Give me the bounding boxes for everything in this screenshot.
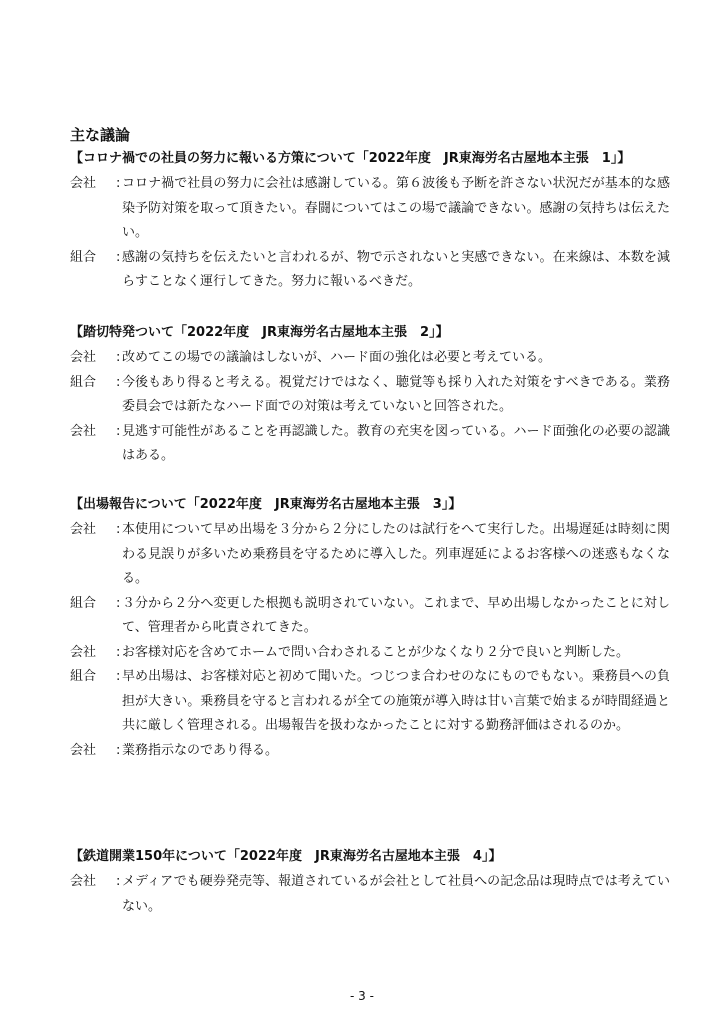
section-title: 【出場報告について「2022年度 JR東海労名古屋地本主張 3」】 (70, 497, 462, 512)
entry-text: 改めてこの場での議論はしないが、ハード面の強化は必要と考えている。 (122, 350, 552, 365)
colon: : (116, 669, 121, 684)
colon: : (116, 644, 121, 660)
section-departure-report (70, 494, 670, 763)
section-title: 【コロナ禍での社員の努力に報いる方策について「2022年度 JR東海労名古屋地本主張 1」】 (70, 151, 631, 166)
entry-text: メディアでも硬券発売等、報道されているが会社として社員への記念品は現時点では考えていない。 (122, 874, 670, 914)
colon: : (116, 176, 121, 191)
page-heading: 主な議論 (70, 126, 131, 144)
entry-text: ３分から２分へ変更した根拠も説明されていない。これまで、早め出場しなかったことに対して、管理者から叱責されてきた。 (122, 595, 670, 635)
discussion-entry (70, 420, 670, 469)
speaker-label: 会社 (70, 423, 97, 439)
entry-text: お客様対応を含めてホームで問い合わされることが少なくなり２分で良いと判断した。 (122, 644, 630, 660)
colon: : (116, 249, 121, 265)
speaker-label: 組合 (70, 669, 97, 684)
discussion-entry (70, 870, 670, 919)
colon: : (116, 874, 121, 889)
colon: : (116, 595, 121, 611)
section-corona (70, 148, 670, 295)
entry-text: 今後もあり得ると考える。視覚だけではなく、聴覚等も採り入れた対策をすべきである。業務委員会では新たなハード面での対策は考えていないと回答された。 (122, 374, 670, 414)
speaker-label: 会社 (70, 874, 97, 889)
entry-text: コロナ禍で社員の努力に会社は感謝している。第６波後も予断を許さない状況だが基本的な感染予防対策を取って頂きたい。春闘についてはこの場で議論できない。感謝の気持ちは伝えたい。 (122, 176, 670, 240)
entry-text: 感謝の気持ちを伝えたいと言われるが、物で示されないと実感できない。在来線は、本数を減らすことなく運行してきた。努力に報いるべきだ。 (122, 249, 670, 289)
discussion-entry (70, 172, 670, 246)
entry-text: 本使用について早め出場を３分から２分にしたのは試行をへて実行した。出場遅延は時刻に関わる見誤りが多いため乗務員を守るために導入した。列車遅延によるお客様への迷惑もなくなる。 (122, 522, 670, 586)
colon: : (116, 742, 121, 758)
entry-text: 業務指示なのであり得る。 (122, 742, 279, 758)
speaker-label: 会社 (70, 176, 97, 191)
section-title: 【踏切特発ついて「2022年度 JR東海労名古屋地本主張 2」】 (70, 325, 449, 340)
discussion-entry (70, 592, 670, 641)
discussion-entry (70, 641, 670, 666)
speaker-label: 会社 (70, 522, 97, 537)
discussion-entry (70, 346, 670, 371)
colon: : (116, 374, 121, 390)
speaker-label: 会社 (70, 644, 97, 660)
speaker-label: 組合 (70, 595, 97, 611)
discussion-entry (70, 665, 670, 739)
speaker-label: 会社 (70, 742, 97, 758)
speaker-label: 組合 (70, 374, 97, 390)
entry-text: 見逃す可能性があることを再認識した。教育の充実を図っている。ハード面強化の必要の認識はある。 (122, 423, 670, 463)
entry-text: 早め出場は、お客様対応と初めて聞いた。つじつま合わせのなにものでもない。乗務員への負担が大きい。乗務員を守ると言われるが全ての施策が導入時は甘い言葉で始まるが時間経過と共に厳しく管理される。出場報告を扱わなかったことに対する勤務評価はされるのか。 (122, 669, 670, 733)
section-railway-150 (70, 846, 670, 919)
colon: : (116, 423, 121, 439)
section-title: 【鉄道開業150年について「2022年度 JR東海労名古屋地本主張 4」】 (70, 849, 502, 864)
page-number: - 3 - (350, 989, 374, 1003)
discussion-entry (70, 371, 670, 420)
discussion-entry (70, 246, 670, 295)
speaker-label: 組合 (70, 249, 97, 265)
colon: : (116, 350, 121, 365)
speaker-label: 会社 (70, 350, 97, 365)
colon: : (116, 522, 121, 537)
section-crossing (70, 322, 670, 469)
discussion-entry (70, 518, 670, 592)
discussion-entry (70, 739, 670, 764)
